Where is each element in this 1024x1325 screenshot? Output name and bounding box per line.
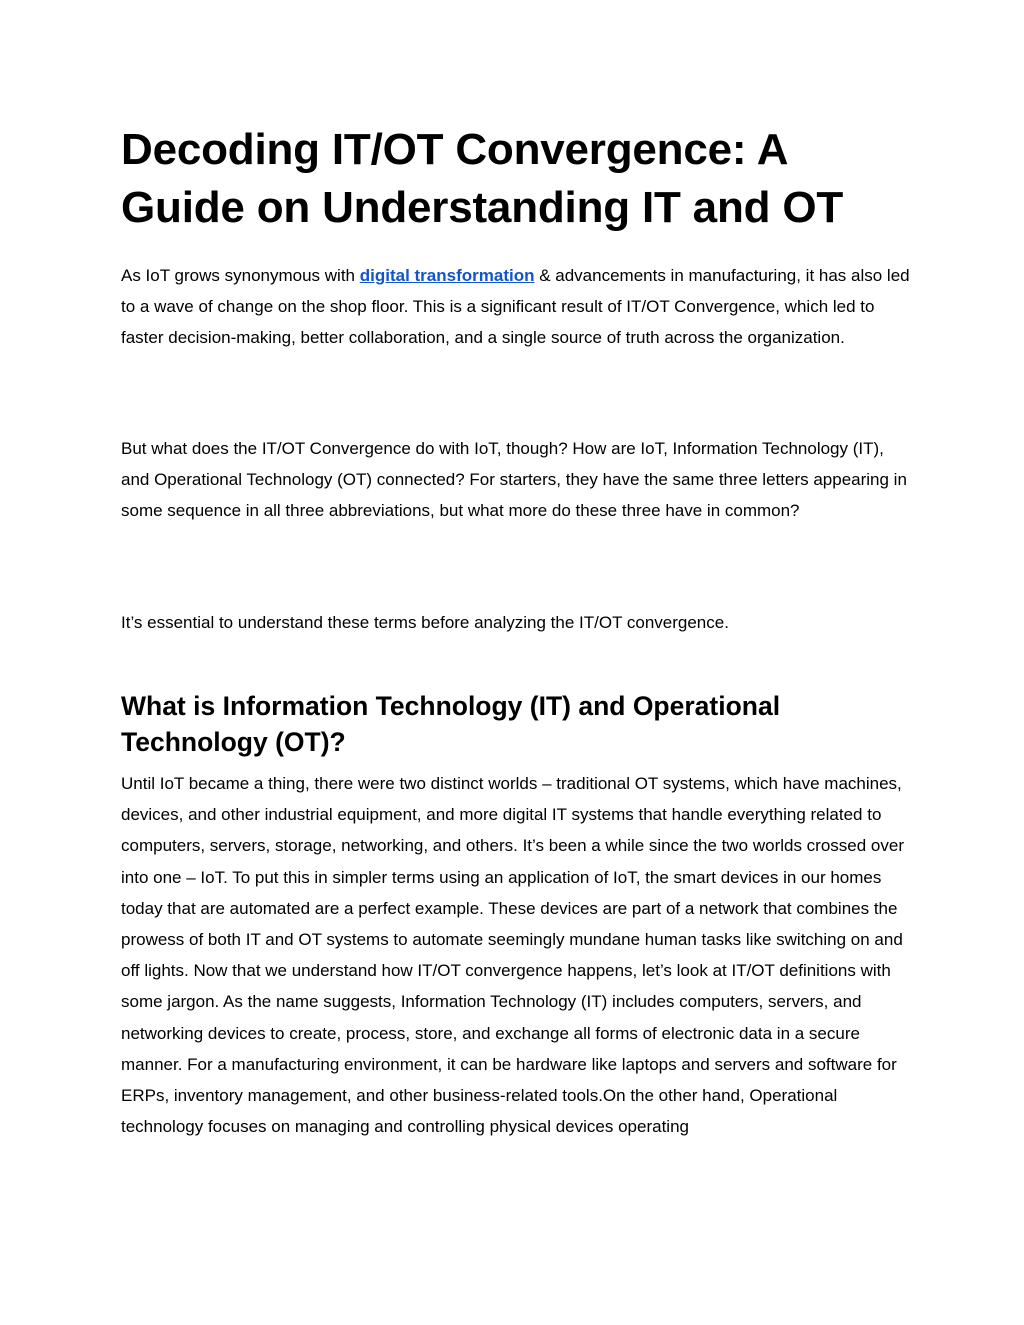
section-heading: What is Information Technology (IT) and Operational Technology (OT)? <box>121 691 781 757</box>
document-title: Decoding IT/OT Convergence: A Guide on Understanding IT and OT <box>121 125 844 232</box>
body-paragraph-3: It’s essential to understand these terms before analyzing the IT/OT convergence. <box>121 613 729 632</box>
digital-transformation-link[interactable]: digital transformation <box>359 266 535 285</box>
section-body-paragraph: Until IoT became a thing, there were two distinct worlds – traditional OT systems, which have machines, devices, and other industrial equipment, and more digital IT systems that handle everything related to computers, servers, storage, networking, and others. It’s been a while since the two worlds crossed over into one – IoT. To put this in simpler terms using an application of IoT, the smart devices in our homes today that are automated are a perfect example. These devices are part of a network that combines the prowess of both IT and OT systems to automate seemingly mundane human tasks like switching on and off lights. Now that we understand how IT/OT convergence happens, let’s look at IT/OT definitions with some jargon. As the name suggests, Information Technology (IT) includes computers, servers, and networking devices to create, process, store, and exchange all forms of electronic data in a secure manner. For a manufacturing environment, it can be hardware like laptops and servers and software for ERPs, inventory management, and other business-related tools.On the other hand, Operational technology focuses on managing and controlling physical devices operating <box>121 774 905 1137</box>
intro-text-after-link: & advancements in manufacturing, it has also led to a wave of change on the shop floor. This is a significant result of IT/OT Convergence, which led to faster decision-making, better collaboration, and a single source of truth across the organization. <box>121 266 910 348</box>
intro-paragraph <box>121 260 911 354</box>
intro-text-before-link: As IoT grows synonymous with <box>121 266 360 285</box>
body-paragraph-2: But what does the IT/OT Convergence do with IoT, though? How are IoT, Information Technology (IT), and Operational Technology (OT) connected? For starters, they have the same three letters appearing in some sequence in all three abbreviations, but what more do these three have in common? <box>121 439 907 521</box>
